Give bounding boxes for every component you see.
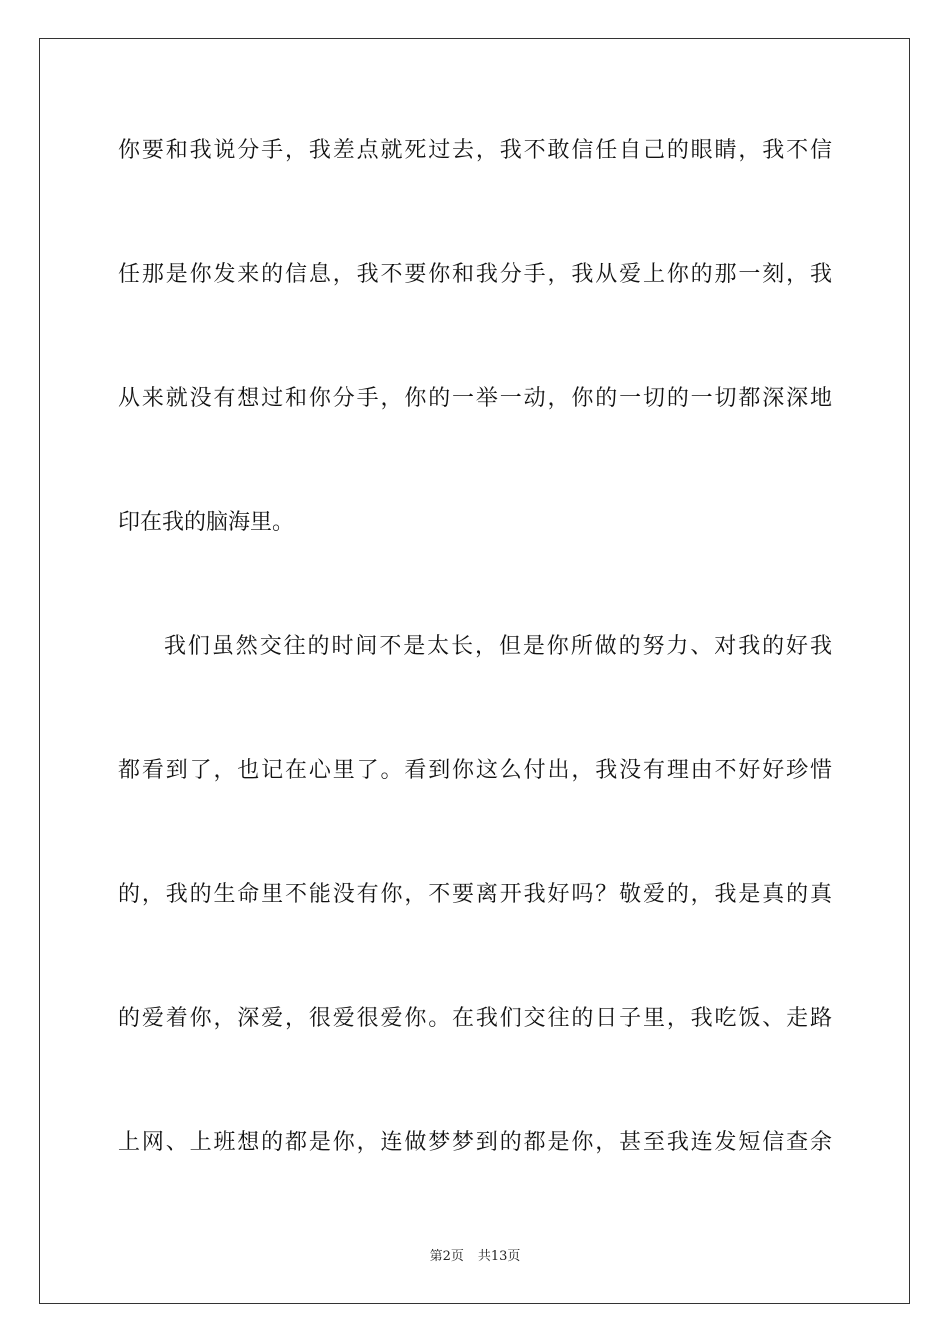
page-number: 第2页 — [429, 1249, 464, 1264]
paragraph-line-2: 任那是你发来的信息，我不要你和我分手，我从爱上你的那一刻，我 — [118, 262, 832, 287]
page-border — [39, 38, 910, 1304]
paragraph-line-7: 的，我的生命里不能没有你，不要离开我好吗？敬爱的，我是真的真 — [118, 882, 832, 907]
page-total: 共13页 — [477, 1249, 521, 1264]
paragraph-line-1: 你要和我说分手，我差点就死过去，我不敢信任自己的眼睛，我不信 — [118, 138, 832, 163]
paragraph-line-5: 我们虽然交往的时间不是太长，但是你所做的努力、对我的好我 — [164, 634, 832, 659]
paragraph-line-4: 印在我的脑海里。 — [118, 510, 295, 535]
paragraph-line-3: 从来就没有想过和你分手，你的一举一动，你的一切的一切都深深地 — [118, 386, 832, 411]
paragraph-line-8: 的爱着你，深爱，很爱很爱你。在我们交往的日子里，我吃饭、走路 — [118, 1006, 832, 1031]
paragraph-line-6: 都看到了，也记在心里了。看到你这么付出，我没有理由不好好珍惜 — [118, 758, 832, 783]
page-footer — [0, 1249, 950, 1265]
paragraph-line-9: 上网、上班想的都是你，连做梦梦到的都是你，甚至我连发短信查余 — [118, 1130, 832, 1155]
